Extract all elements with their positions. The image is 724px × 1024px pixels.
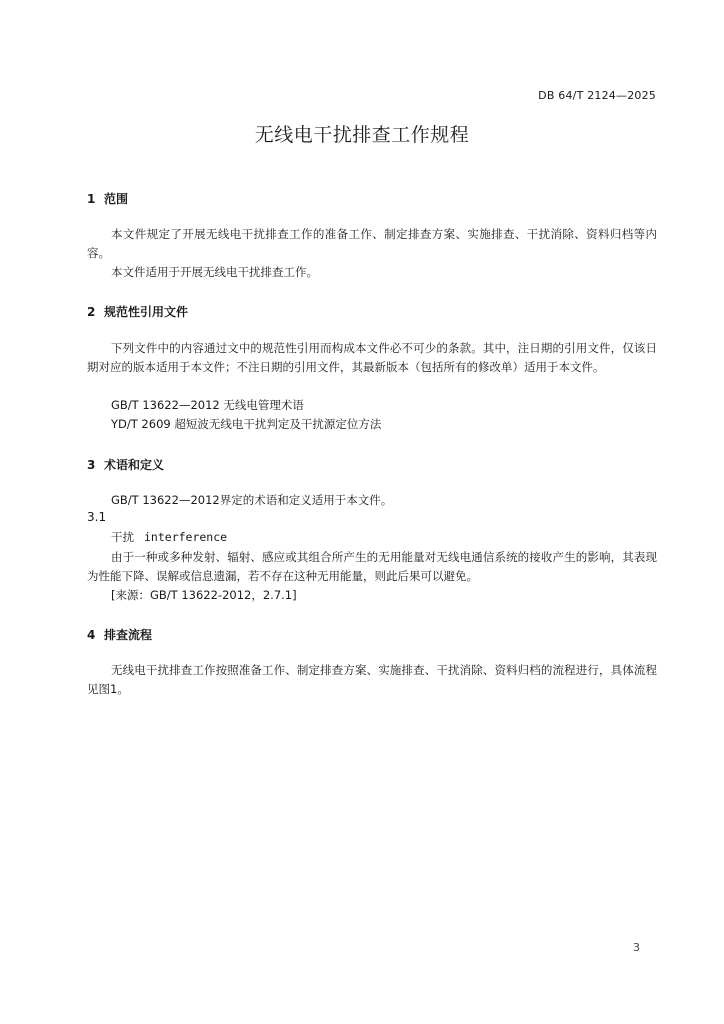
section-1-paragraph-2: 本文件适用于开展无线电干扰排查工作。	[111, 265, 318, 279]
term-english: interference	[144, 530, 228, 544]
section-3-number: 3	[87, 458, 96, 472]
section-3-heading	[87, 456, 164, 473]
section-1-heading	[87, 190, 128, 207]
section-4-heading	[87, 626, 152, 643]
reference-item: GB/T 13622—2012 无线电管理术语	[111, 398, 304, 412]
section-2-title: 规范性引用文件	[104, 305, 189, 319]
page-number: 3	[633, 941, 640, 954]
term-chinese: 干扰	[111, 530, 134, 544]
document-code: DB 64/T 2124—2025	[538, 89, 656, 102]
page-title: 无线电干扰排查工作规程	[254, 124, 470, 146]
reference-item: YD/T 2609 超短波无线电干扰判定及干扰源定位方法	[111, 417, 382, 431]
clause-number: 3.1	[87, 510, 107, 524]
section-1-title: 范围	[104, 192, 129, 206]
section-1-paragraph-1: 本文件规定了开展无线电干扰排查工作的准备工作、制定排查方案、实施排查、干扰消除、资料归档等内容。	[87, 227, 657, 260]
section-1-number: 1	[87, 192, 96, 206]
section-3-title: 术语和定义	[104, 458, 165, 472]
section-4-number: 4	[87, 628, 96, 642]
section-2-paragraph-1: 下列文件中的内容通过文中的规范性引用而构成本文件必不可少的条款。其中，注日期的引用文件，仅该日期对应的版本适用于本文件；不注日期的引用文件，其最新版本（包括所有的修改单）适用于本文件。	[87, 341, 657, 374]
section-2-heading	[87, 303, 188, 320]
term-entry	[111, 529, 227, 545]
section-4-title: 排查流程	[104, 628, 153, 642]
term-source: [来源：GB/T 13622-2012，2.7.1]	[111, 588, 297, 602]
section-2-number: 2	[87, 305, 96, 319]
term-definition: 由于一种或多种发射、辐射、感应或其组合所产生的无用能量对无线电通信系统的接收产生的影响，其表现为性能下降、误解或信息遗漏，若不存在这种无用能量，则此后果可以避免。	[87, 550, 657, 583]
section-4-paragraph-1: 无线电干扰排查工作按照准备工作、制定排查方案、实施排查、干扰消除、资料归档的流程进行，具体流程见图1。	[87, 663, 657, 696]
section-3-paragraph-1: GB/T 13622—2012界定的术语和定义适用于本文件。	[111, 493, 393, 507]
